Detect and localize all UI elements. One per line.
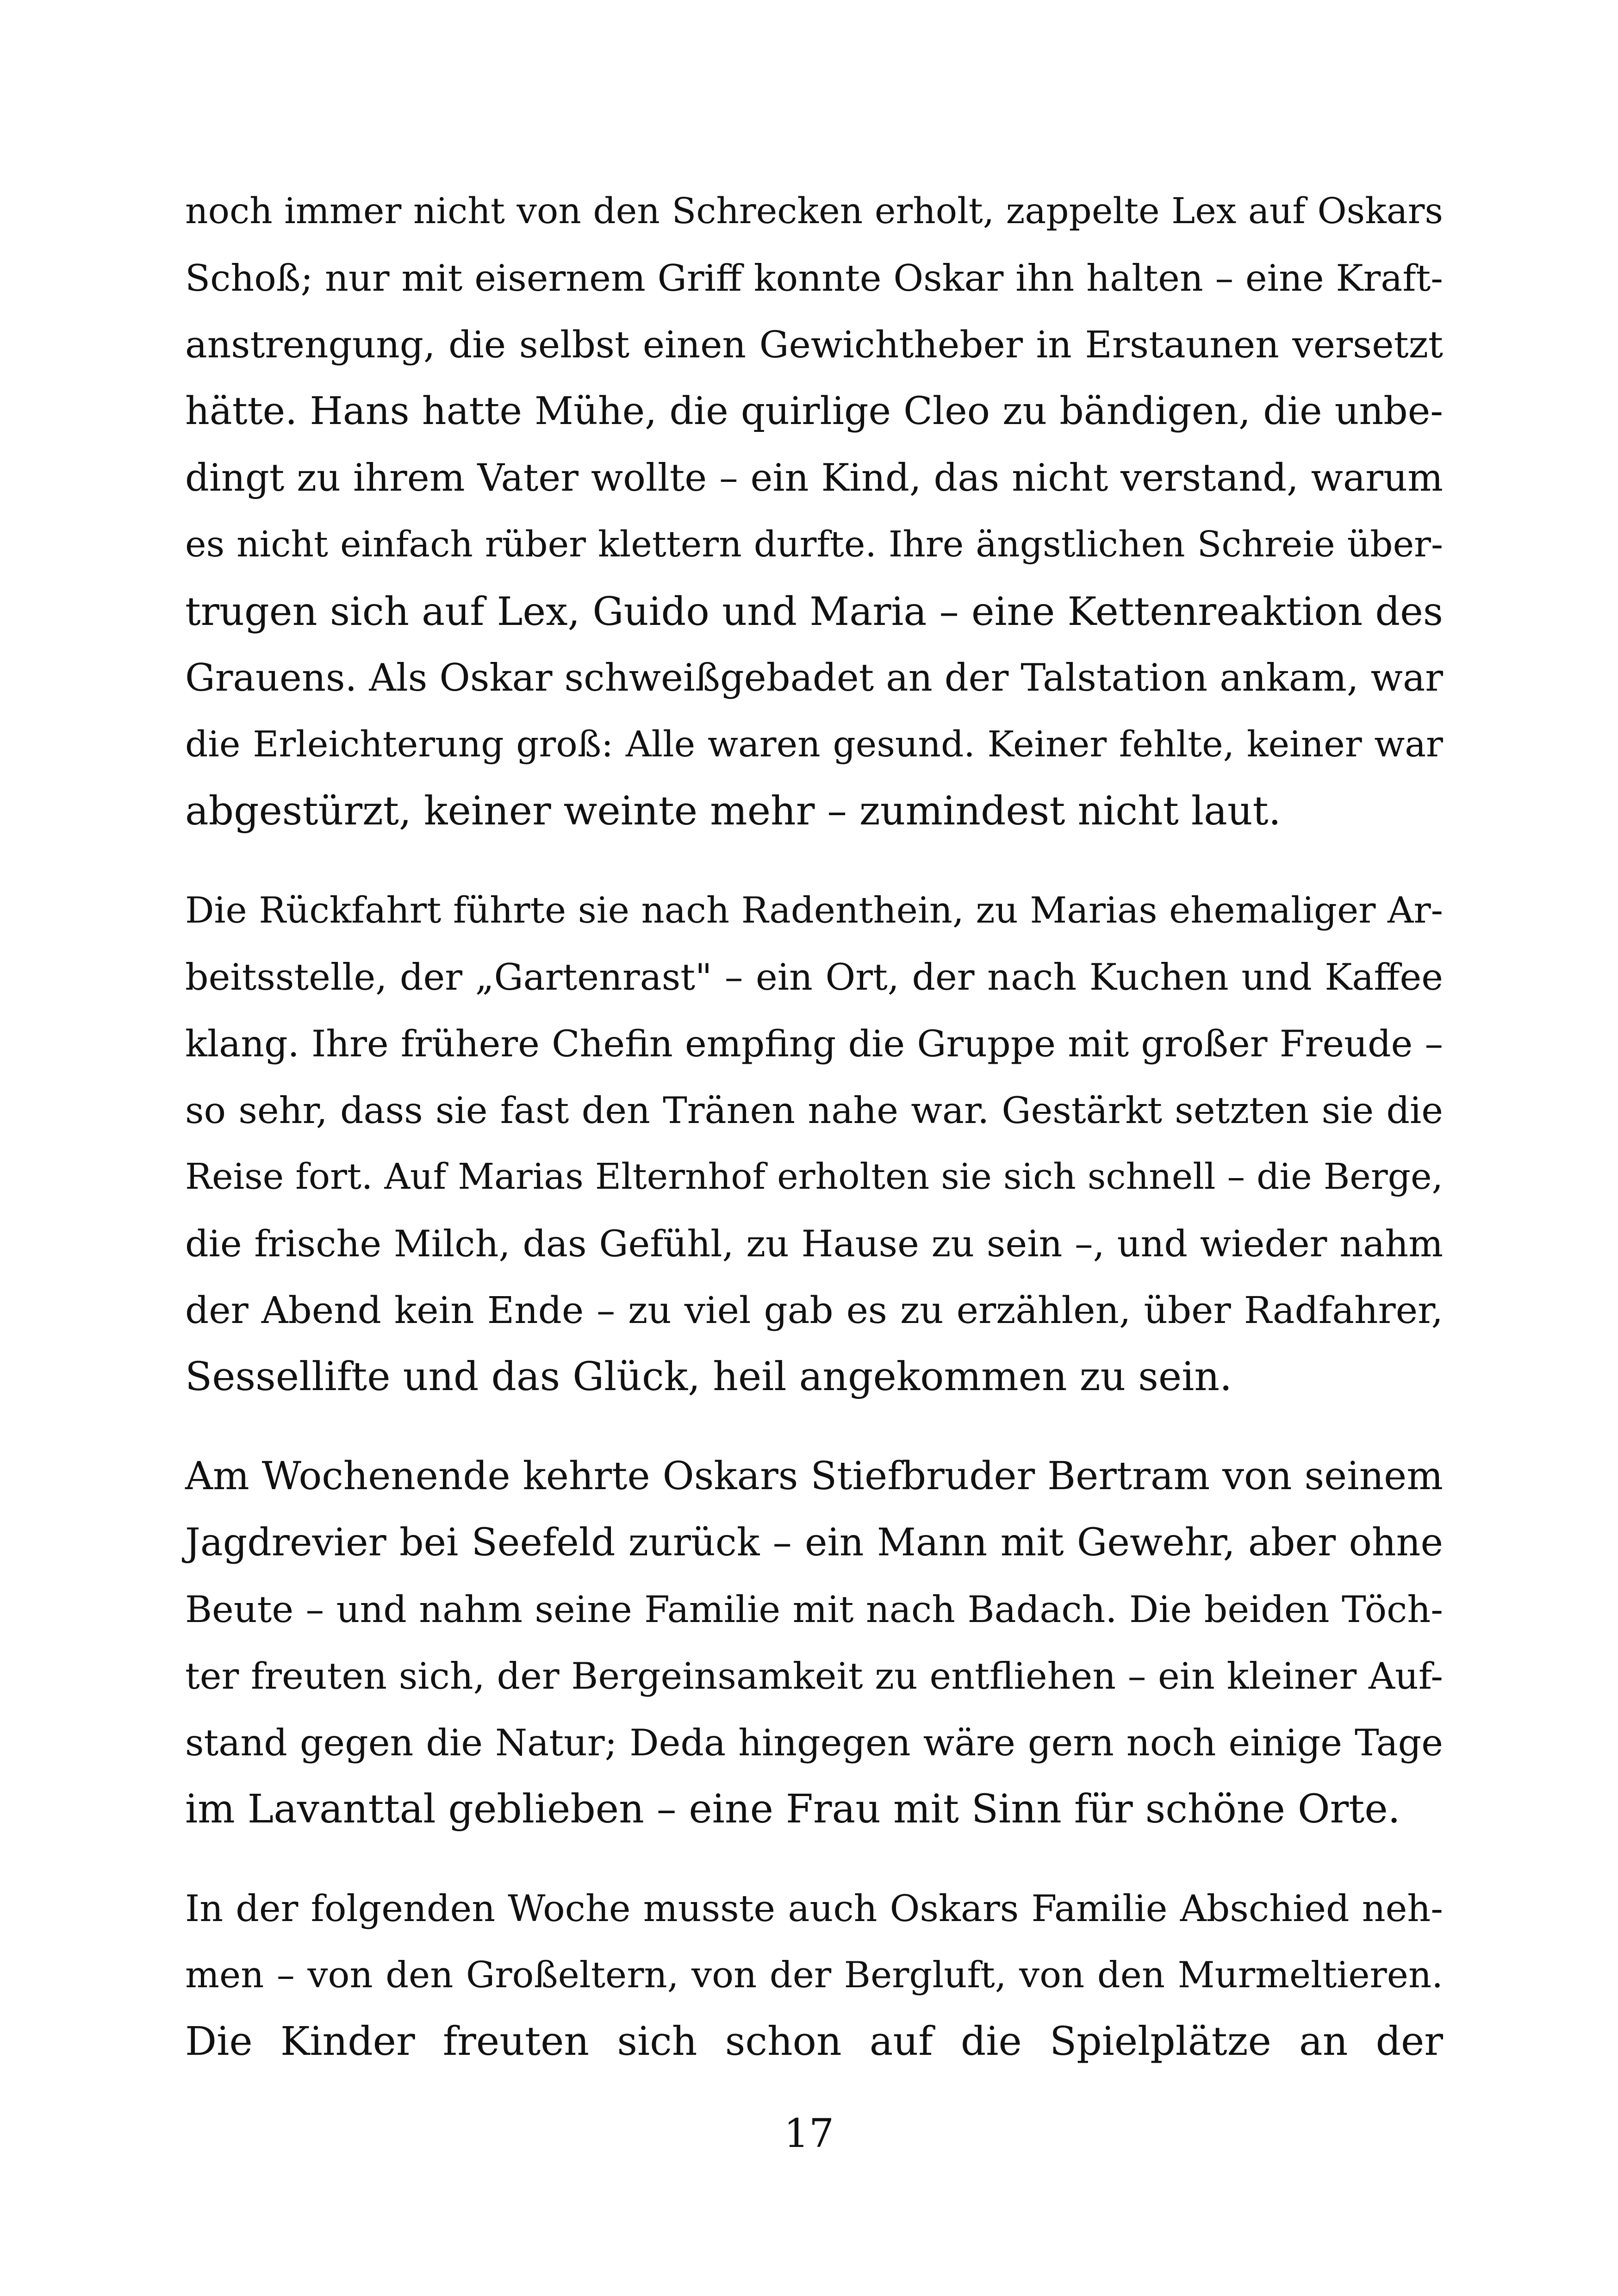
text-line: Sessellifte und das Glück, heil angekommen zu sein. — [185, 1354, 1232, 1400]
text-line: hätte. Hans hatte Mühe, die quirlige Cleo zu bändigen, die unbe- — [185, 389, 1443, 433]
text-line: abgestürzt, keiner weinte mehr – zumindest nicht laut. — [185, 788, 1281, 834]
text-line: im Lavanttal geblieben – eine Frau mit Sinn für schöne Orte. — [185, 1786, 1400, 1832]
text-line: es nicht einfach rüber klettern durfte. Ihre ängstlichen Schreie über- — [185, 524, 1443, 565]
paragraph-4 — [185, 1875, 1443, 2075]
text-line: anstrengung, die selbst einen Gewichtheber in Erstaunen versetzt — [185, 323, 1443, 366]
text-line: klang. Ihre frühere Chefin empfing die Gruppe mit großer Freude – — [185, 1023, 1443, 1065]
body-text — [185, 178, 1443, 2108]
text-line: der Abend kein Ende – zu viel gab es zu erzählen, über Radfahrer, — [185, 1289, 1443, 1332]
page-number: 17 — [784, 2111, 834, 2157]
paragraph-3 — [185, 1443, 1443, 1843]
text-line: stand gegen die Natur; Deda hingegen wäre gern noch einige Tage — [185, 1722, 1443, 1764]
text-line: Grauens. Als Oskar schweißgebadet an der Talstation ankam, war — [185, 656, 1443, 700]
paragraph-1 — [185, 178, 1443, 845]
paragraph-2 — [185, 877, 1443, 1410]
text-line: Reise fort. Auf Marias Elternhof erholten sie sich schnell – die Berge, — [185, 1156, 1443, 1198]
text-line: Beute – und nahm seine Familie mit nach Badach. Die beiden Töch- — [185, 1588, 1443, 1631]
text-line: Die Kinder freuten sich schon auf die Spielplätze an der — [185, 2019, 1443, 2065]
text-line: trugen sich auf Lex, Guido und Maria – eine Kettenreaktion des — [185, 589, 1443, 634]
text-line: noch immer nicht von den Schrecken erholt, zappelte Lex auf Oskars — [185, 191, 1443, 232]
text-line: In der folgenden Woche musste auch Oskars Familie Abschied neh- — [185, 1887, 1443, 1930]
text-line: Jagdrevier bei Seefeld zurück – ein Mann mit Gewehr, aber ohne — [185, 1521, 1443, 1565]
text-line: beitsstelle, der „Gartenrast" – ein Ort, der nach Kuchen und Kaffee — [185, 956, 1443, 998]
text-line: Die Rückfahrt führte sie nach Radenthein, zu Marias ehemaliger Ar- — [185, 890, 1443, 931]
text-line: die frische Milch, das Gefühl, zu Hause zu sein –, und wieder nahm — [185, 1223, 1443, 1265]
text-line: Schoß; nur mit eisernem Griff konnte Oskar ihn halten – eine Kraft- — [185, 257, 1443, 299]
text-line: so sehr, dass sie fast den Tränen nahe war. Gestärkt setzten sie die — [185, 1089, 1443, 1132]
text-line: men – von den Großeltern, von der Bergluft, von den Murmeltieren. — [185, 1954, 1443, 1996]
text-line: ter freuten sich, der Bergeinsamkeit zu entfliehen – ein kleiner Auf- — [185, 1655, 1443, 1697]
text-line: Am Wochenende kehrte Oskars Stiefbruder Bertram von seinem — [185, 1454, 1443, 1498]
text-line: die Erleichterung groß: Alle waren gesund. Keiner fehlte, keiner war — [185, 724, 1443, 765]
text-line: dingt zu ihrem Vater wollte – ein Kind, das nicht verstand, warum — [185, 456, 1443, 500]
